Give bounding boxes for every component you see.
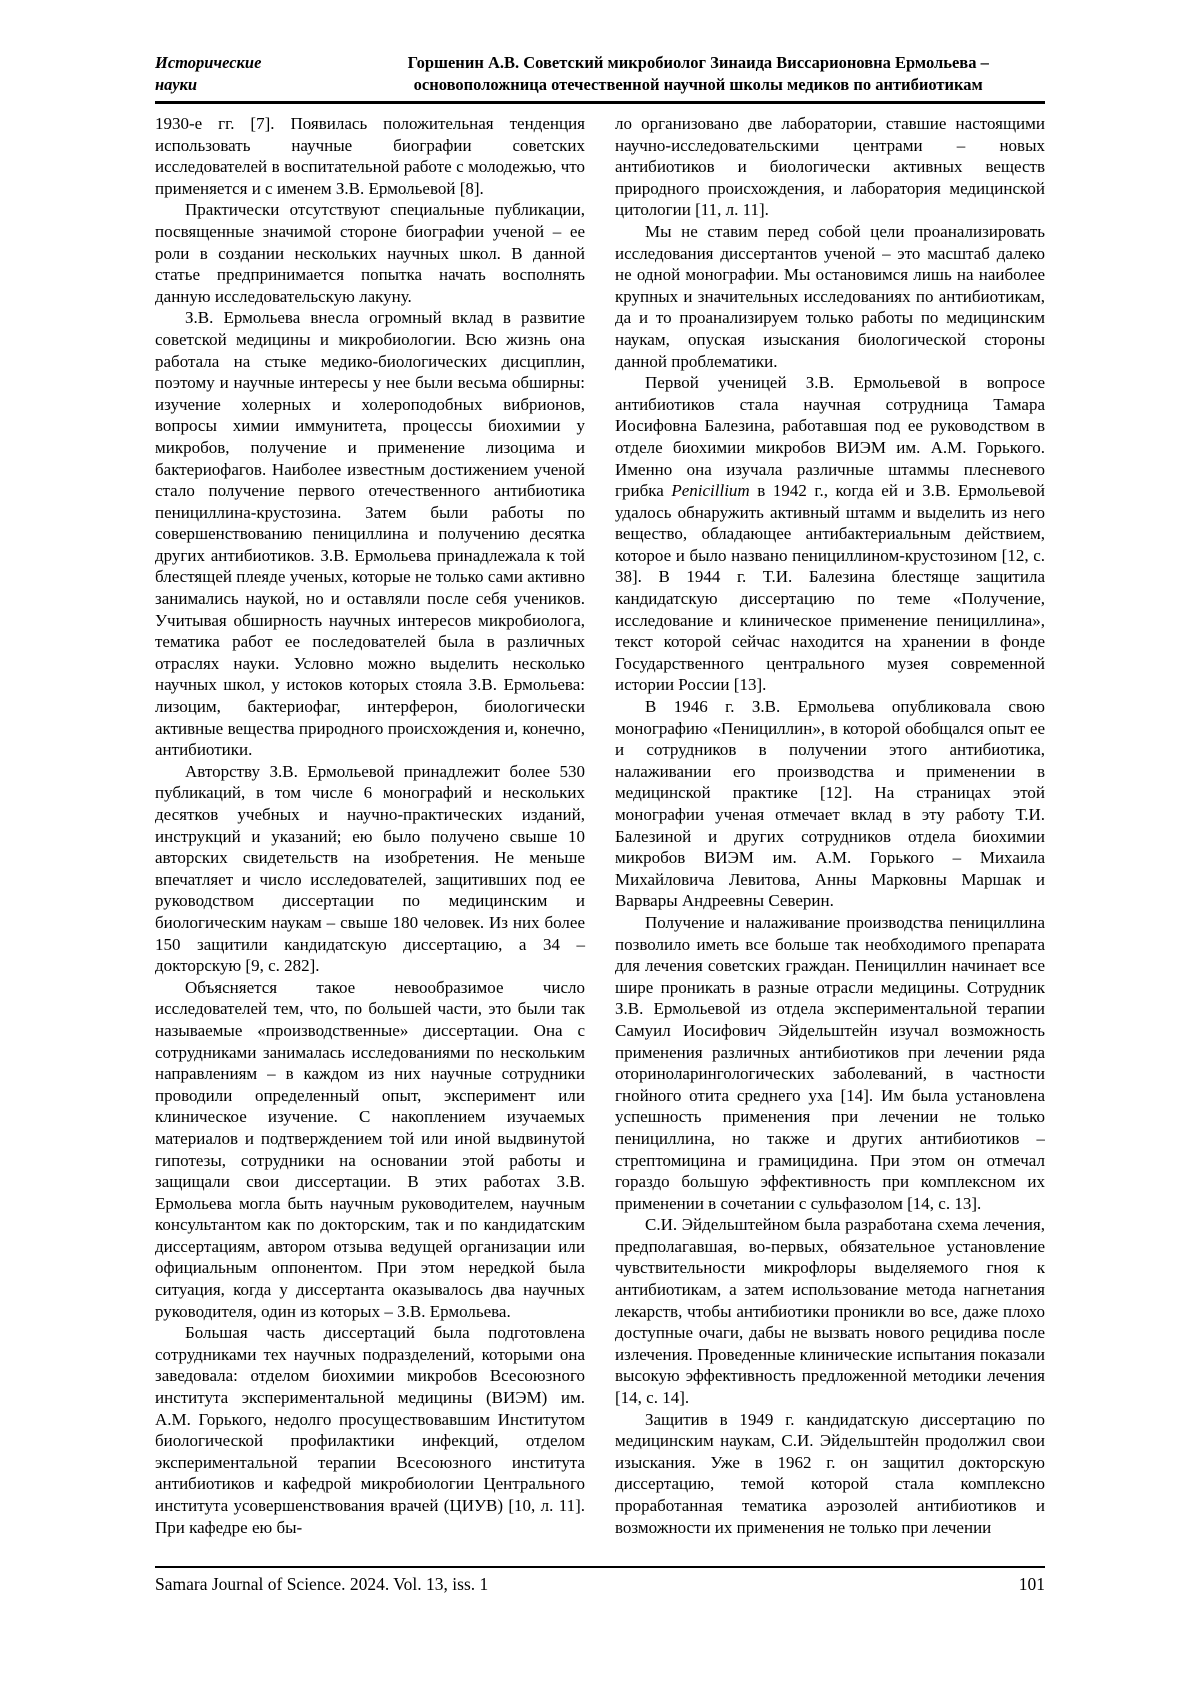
text-run: Практически отсутствуют специальные публикации, посвященные значимой стороне биографии ученой – ее роли в создании нескольких научных школ. В данной статье предпринимается попытка начать восполнять данную исследовательскую лакуну. <box>155 200 585 306</box>
text-run: Объясняется такое невообразимое число исследователей тем, что, по большей части, это были так называемые «производственные» диссертации. Она с сотрудниками занималась исследованиями по нескольким направлениям – в каждом из них научные сотрудники проводили определенный опыт, эксперимент или клиническое изучение. С накоплением изучаемых материалов и подтверждением той или иной выдвинутой гипотезы, сотрудники на основании этой работы и защищали свои диссертации. В этих работах З.В. Ермольева могла быть научным руководителем, научным консультантом как по докторским, так и по кандидатским диссертациям, автором отзыва ведущей организации или официальным оппонентом. При этом нередкой была ситуация, когда у диссертанта оказывалось два научных руководителя, один из которых – З.В. Ермольева. <box>155 977 585 1321</box>
section-label: Исторические науки <box>155 53 262 94</box>
text-run: Получение и налаживание производства пенициллина позволило иметь все больше так необходимого препарата для лечения советских граждан. Пенициллин начинает все шире проникать в разные отрасли медицины. Сотрудник З.В. Ермольевой из отдела экспериментальной терапии Самуил Иосифович Эйдельштейн изучал возможность применения различных антибиотиков при лечении ряда оториноларингологических заболеваний, в частности гнойного отита среднего уха [14]. Им была установлена успешность применения при лечении не только пенициллина, но также и других антибиотиков – стрептомицина и грамицидина. При этом он отмечал гораздо большую эффективность при комплексном их применении в сочетании с сульфазолом [14, с. 13]. <box>615 912 1045 1213</box>
text-run: Первой ученицей З.В. Ермольевой в вопросе антибиотиков стала научная сотрудница Тамара Иосифовна Балезина, работавшая под ее руководством в отделе биохимии микробов ВИЭМ им. А.М. Горького. Именно она изучала различные штаммы плесневого грибка <box>615 373 1045 501</box>
journal-name: Samara Journal of Science. 2024. Vol. 13, iss. 1 <box>155 1574 489 1594</box>
column-right <box>615 113 1045 1566</box>
paragraph <box>155 761 585 977</box>
article-body <box>155 104 1045 1566</box>
paragraph <box>155 307 585 760</box>
article-title-line2: основоположница отечественной научной школы медиков по антибиотикам <box>413 75 983 94</box>
paragraph <box>155 1322 585 1538</box>
text-run: Авторству З.В. Ермольевой принадлежит более 530 публикаций, в том числе 6 монографий и нескольких десятков учебных и научно-практических изданий, инструкций и указаний; ею было получено свыше 10 авторских свидетельств на изобретения. Не меньше впечатляет и число исследователей, защитивших под ее руководством диссертации по медицинским и биологическим наукам – свыше 180 человек. Из них более 150 защитили кандидатскую диссертацию, а 34 – докторскую [9, с. 282]. <box>155 761 585 976</box>
text-run: 1930-е гг. [7]. Появилась положительная тенденция использовать научные биографии советских исследователей в воспитательной работе с молодежью, что применяется и с именем З.В. Ермольевой [8]. <box>155 114 585 198</box>
footer-rule <box>155 1566 1045 1568</box>
paragraph <box>615 696 1045 912</box>
paragraph <box>155 113 585 199</box>
paragraph <box>615 1409 1045 1539</box>
paragraph <box>615 113 1045 221</box>
paragraph <box>615 1214 1045 1408</box>
text-run: ло организовано две лаборатории, ставшие настоящими научно-исследовательскими центрами – новых антибиотиков и биологически активных веществ природного происхождения, и лаборатория медицинской цитологии [11, л. 11]. <box>615 114 1045 220</box>
paragraph <box>155 199 585 307</box>
paragraph <box>615 912 1045 1214</box>
italic-text: Penicillium <box>671 481 750 501</box>
text-run: Большая часть диссертаций была подготовлена сотрудниками тех научных подразделений, которыми она заведовала: отделом биохимии микробов Всесоюзного института экспериментальной медицины (ВИЭМ) им. А.М. Горького, недолго просуществовавшим Институтом биологической профилактики инфекций, отделом экспериментальной терапии Всесоюзного института антибиотиков и кафедрой микробиологии Центрального института усовершенствования врачей (ЦИУВ) [10, л. 11]. При кафедре ею бы- <box>155 1323 585 1537</box>
page-header <box>155 52 1045 101</box>
text-run: З.В. Ермольева внесла огромный вклад в развитие советской медицины и микробиологии. Всю жизнь она работала на стыке медико-биологических дисциплин, поэтому и научные интересы у нее были весьма обширны: изучение холерных и холероподобных вибрионов, вопросы химии иммунитета, процессы биохимии у микробов, получение и применение лизоцима и бактериофагов. Наиболее известным достижением ученой стало получение первого отечественного антибиотика пенициллина-крустозина. Затем были работы по совершенствованию пенициллина и получению десятка других антибиотиков. З.В. Ермольева принадлежала к той блестящей плеяде ученых, которые не только сами активно занимались наукой, но и оставляли после себя учеников. Учитывая обширность научных интересов микробиолога, тематика работ ее последователей была в различных отраслях науки. Условно можно выделить несколько научных школ, у истоков которых стояла З.В. Ермольева: лизоцим, бактериофаг, интерферон, биологически активные вещества природного происхождения и, конечно, антибиотики. <box>155 308 585 760</box>
text-run: в 1942 г., когда ей и З.В. Ермольевой удалось обнаружить активный штамм и выделить из него вещество, обладающее антибактериальным действием, которое и было названо пенициллином-крустозином [12, с. 38]. В 1944 г. Т.И. Балезина блестяще защитила кандидатскую диссертацию по теме «Получение, исследование и клиническое применение пенициллина», текст которой сейчас находится на хранении в фонде Государственного центрального музея современной истории России [13]. <box>615 481 1045 695</box>
column-left <box>155 113 585 1566</box>
article-title <box>351 52 1045 96</box>
footer-row <box>155 1572 1045 1597</box>
page-number: 101 <box>1018 1574 1045 1594</box>
text-run: В 1946 г. З.В. Ермольева опубликовала свою монографию «Пенициллин», в которой обобщался опыт ее и сотрудников в получении этого антибиотика, налаживании его производства и применении в медицинской практике [12]. На страницах этой монографии ученая отмечает вклад в эту работу Т.И. Балезиной и других сотрудников отдела биохимии микробов ВИЭМ им. А.М. Горького – Михаила Михайловича Левитова, Анны Марковны Маршак и Варвары Андреевны Северин. <box>615 697 1045 911</box>
paragraph <box>615 221 1045 372</box>
paragraph <box>615 372 1045 696</box>
paragraph <box>155 977 585 1323</box>
text-run: С.И. Эйдельштейном была разработана схема лечения, предполагавшая, во-первых, обязательное установление чувствительности микрофлоры выделяемого гноя к антибиотикам, а затем использование метода нагнетания лекарств, чтобы антибиотики проникли во все, даже плохо доступные очаги, дабы не вызвать нового рецидива после излечения. Проведенные клинические испытания показали высокую эффективность предложенной методики лечения [14, с. 14]. <box>615 1215 1045 1408</box>
text-run: Мы не ставим перед собой цели проанализировать исследования диссертантов ученой – это масштаб далеко не одной монографии. Мы остановимся лишь на наиболее крупных и значительных исследованиях по антибиотикам, да и то проанализируем только работы по медицинским наукам, опуская изыскания биологической стороны данной проблематики. <box>615 221 1045 371</box>
text-run: Защитив в 1949 г. кандидатскую диссертацию по медицинским наукам, С.И. Эйдельштейн продолжил свои изыскания. Уже в 1962 г. он защитил докторскую диссертацию, темой которой стала комплексно проработанная тематика аэрозолей антибиотиков и возможности их применения не только при лечении <box>615 1409 1045 1537</box>
article-title-line1: Горшенин А.В. Советский микробиолог Зинаида Виссарионовна Ермольева – <box>407 53 989 72</box>
page-footer <box>155 1566 1045 1597</box>
